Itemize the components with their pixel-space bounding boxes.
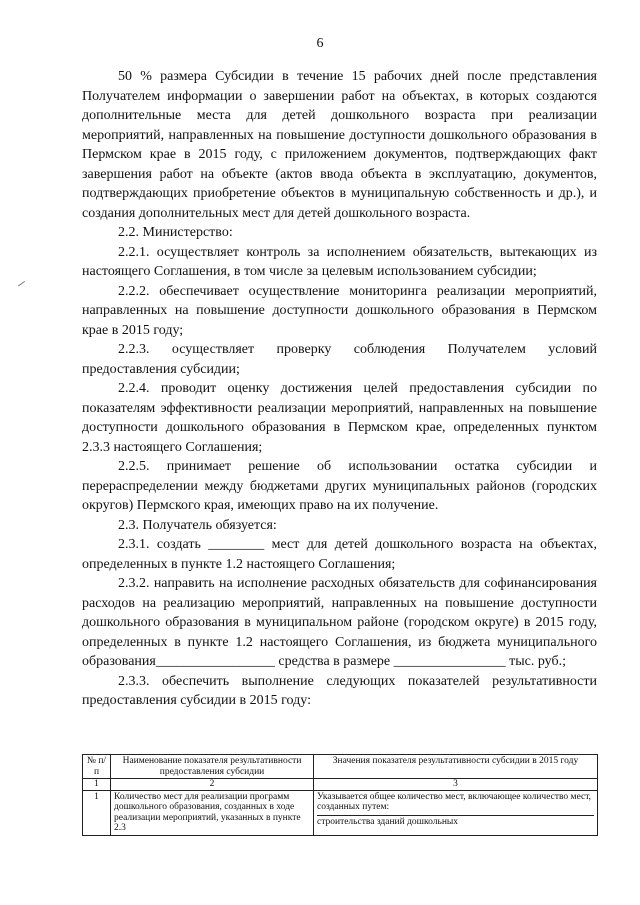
page-number: 6: [316, 36, 324, 51]
paragraph-2-3-1: 2.3.1. создать ________ мест для детей дошкольного возраста на объектах, определенных в пункте 1.2 настоящего Соглашения;: [82, 537, 597, 572]
paragraph-2-2-5: 2.2.5. принимает решение об использовании остатка субсидии и перераспределении между бюджетами других муниципальных районов (городских округов) Пермского края, имеющих право на их получение.: [82, 459, 597, 513]
paragraph-subsidy-payment: 50 % размера Субсидии в течение 15 рабочих дней после представления Получателем информации о завершении работ на объектах, в которых создаются дополнительные места для детей дошкольного возраста при реализации мероприятий, направленных на повышение доступности дошкольного образования в Пермском крае в 2015 году, с приложением документов, подтверждающих факт завершения работ на объекте (актов ввода объекта в эксплуатацию, документов, подтверждающих приобретение объектов в муниципальную собственность и др.), и создания дополнительных мест для детей дошкольного возраста.: [82, 69, 597, 221]
paragraph-2-3-3: 2.3.3. обеспечить выполнение следующих показателей результативности предоставления субсидии в 2015 году:: [82, 673, 597, 708]
margin-mark: [18, 281, 26, 288]
header-name: Наименование показателя результативности предоставления субсидии: [111, 755, 314, 779]
row-value-main: Указывается общее количество мест, включающее количество мест, созданных путем:: [317, 791, 592, 812]
indicators-table: [82, 754, 598, 836]
header-value: Значения показателя результативности субсидии в 2015 году: [314, 755, 598, 779]
table-column-numbers-row: [83, 779, 598, 791]
document-body: [82, 67, 597, 711]
row-value-sub: строительства зданий дошкольных: [317, 815, 594, 828]
paragraph-2-3-2: 2.3.2. направить на исполнение расходных обязательств для софинансирования расходов на реализацию мероприятий, направленных на повышение доступности дошкольного образования в муниципальном районе (городском округе) в 2015 году, определенных в пункте 1.2 настоящего Соглашения, из бюджета муниципального образования_________________ средства в размере ________________ тыс. руб.;: [82, 576, 597, 669]
table-header-row: [83, 755, 598, 779]
row-indicator-value: [314, 790, 598, 835]
column-number: 2: [111, 779, 314, 791]
table-row: [83, 790, 598, 835]
row-indicator-name: Количество мест для реализации программ дошкольного образования, созданных в ходе реализации мероприятий, указанных в пункте 2.3: [111, 790, 314, 835]
row-num: 1: [83, 790, 111, 835]
paragraph-2-3: 2.3. Получатель обязуется:: [118, 517, 277, 533]
paragraph-2-2-3: 2.2.3. осуществляет проверку соблюдения Получателем условий предоставления субсидии;: [82, 342, 597, 377]
column-number: 3: [314, 779, 598, 791]
paragraph-2-2: 2.2. Министерство:: [118, 225, 233, 240]
paragraph-2-2-2: 2.2.2. обеспечивает осуществление мониторинга реализации мероприятий, направленных на повышение доступности дошкольного образования в Пермском крае в 2015 году;: [82, 283, 597, 338]
header-num: № п/п: [83, 755, 111, 779]
paragraph-2-2-1: 2.2.1. осуществляет контроль за исполнением обязательств, вытекающих из настоящего Соглашения, в том числе за целевым использованием субсидии;: [82, 244, 597, 279]
paragraph-2-2-4: 2.2.4. проводит оценку достижения целей предоставления субсидии по показателям эффективности реализации мероприятий, направленных на повышение доступности дошкольного образования в Пермском крае, определенных пунктом 2.3.3 настоящего Соглашения;: [82, 381, 597, 455]
indicators-table-container: [82, 754, 597, 836]
column-number: 1: [83, 779, 111, 791]
